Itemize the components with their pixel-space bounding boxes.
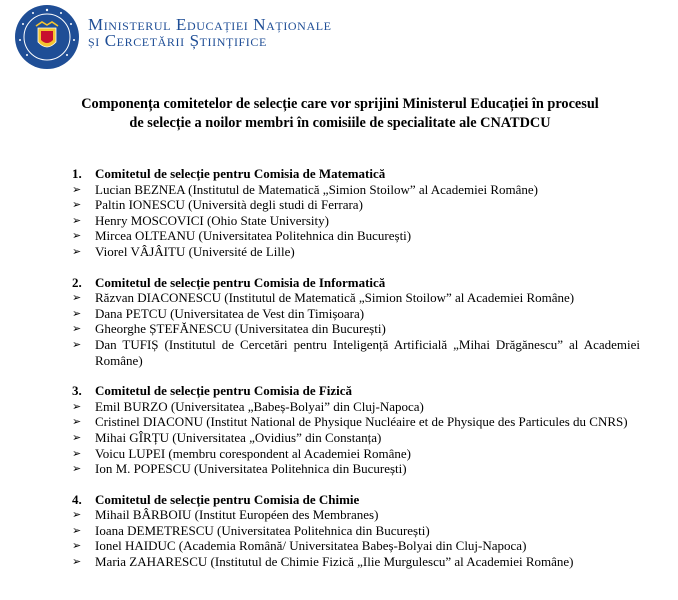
member-text: Ioana DEMETRESCU (Universitatea Politehnica din București) — [95, 522, 430, 538]
list-item — [72, 461, 640, 477]
member-text: Paltin IONESCU (Università degli studi di Ferrara) — [95, 197, 363, 213]
member-list — [72, 290, 640, 368]
list-item — [72, 399, 640, 415]
list-item — [72, 554, 640, 570]
member-text: Dan TUFIȘ (Institutul de Cercetări pentru Inteligență Artificială „Mihai Drăgănescu” al Academiei Române) — [95, 336, 640, 368]
arrow-bullet-icon: ➢ — [72, 229, 82, 243]
section-heading — [72, 275, 640, 291]
committee-section-informatics — [72, 275, 640, 369]
member-text: Cristinel DIACONU (Institut National de Physique Nucléaire et de Physique des Particules du CNRS) — [95, 414, 628, 430]
committee-section-chemistry — [72, 492, 640, 570]
arrow-bullet-icon: ➢ — [72, 539, 82, 553]
committee-section-physics — [72, 383, 640, 477]
arrow-bullet-icon: ➢ — [72, 322, 82, 336]
list-item — [72, 197, 640, 213]
list-item — [72, 337, 640, 368]
arrow-bullet-icon: ➢ — [72, 399, 82, 413]
committee-section-mathematics — [72, 166, 640, 260]
member-text: Răzvan DIACONESCU (Institutul de Matematică „Simion Stoilow” al Academiei Române) — [95, 290, 575, 306]
list-item — [72, 507, 640, 523]
ministry-name-line2: și Cercetării Științifice — [88, 31, 267, 50]
arrow-bullet-icon: ➢ — [72, 306, 82, 320]
member-text: Maria ZAHARESCU (Institutul de Chimie Fizică „Ilie Murgulescu” al Academiei Române) — [95, 554, 574, 570]
member-text: Henry MOSCOVICI (Ohio State University) — [95, 212, 329, 228]
list-item — [72, 290, 640, 306]
section-heading — [72, 492, 640, 508]
arrow-bullet-icon: ➢ — [72, 291, 82, 305]
list-item — [72, 306, 640, 322]
section-number: 1. — [72, 166, 82, 181]
member-text: Viorel VÂJÂITU (Université de Lille) — [95, 243, 295, 259]
member-list — [72, 182, 640, 260]
section-number: 3. — [72, 383, 82, 399]
member-text: Mircea OLTEANU (Universitatea Politehnica din București) — [95, 228, 412, 244]
member-text: Lucian BEZNEA (Institutul de Matematică „Simion Stoilow” al Academiei Române) — [95, 181, 538, 197]
section-title: Comitetul de selecție pentru Comisia de Informatică — [95, 274, 386, 290]
document-title — [40, 95, 640, 133]
list-item — [72, 228, 640, 244]
section-title: Comitetul de selecție pentru Comisia de Chimie — [95, 491, 360, 507]
arrow-bullet-icon: ➢ — [72, 244, 82, 258]
arrow-bullet-icon: ➢ — [72, 555, 82, 569]
arrow-bullet-icon: ➢ — [72, 198, 82, 212]
ministry-name — [88, 17, 332, 49]
list-item — [72, 213, 640, 229]
committee-list — [72, 166, 640, 585]
arrow-bullet-icon: ➢ — [72, 508, 82, 522]
arrow-bullet-icon: ➢ — [72, 415, 82, 429]
list-item — [72, 430, 640, 446]
section-number: 2. — [72, 274, 82, 290]
arrow-bullet-icon: ➢ — [72, 523, 82, 537]
section-heading — [72, 383, 640, 399]
section-number: 4. — [72, 491, 82, 507]
list-item — [72, 538, 640, 554]
list-item — [72, 321, 640, 337]
document-title-line2: de selecție a noilor membri în comisiile de specialitate ale CNATDCU — [129, 115, 551, 131]
list-item — [72, 446, 640, 462]
member-text: Voicu LUPEI (membru corespondent al Academiei Române) — [95, 445, 412, 461]
arrow-bullet-icon: ➢ — [72, 446, 82, 460]
section-heading — [72, 166, 640, 182]
document-title-line1: Componența comitetelor de selecție care vor sprijini Ministerul Educației în procesul — [81, 96, 599, 112]
member-text: Emil BURZO (Universitatea „Babeș-Bolyai” din Cluj-Napoca) — [95, 398, 424, 414]
member-text: Ionel HAIDUC (Academia Română/ Universitatea Babeș-Bolyai din Cluj-Napoca) — [95, 538, 527, 554]
list-item — [72, 523, 640, 539]
member-list — [72, 399, 640, 477]
member-text: Mihail BÂRBOIU (Institut Européen des Membranes) — [95, 507, 379, 523]
member-list — [72, 507, 640, 569]
member-text: Ion M. POPESCU (Universitatea Politehnica din București) — [95, 461, 407, 477]
list-item — [72, 244, 640, 260]
ministry-name-line1: Ministerul Educației Naționale — [88, 15, 332, 34]
letterhead — [14, 4, 332, 70]
arrow-bullet-icon: ➢ — [72, 213, 82, 227]
section-title: Comitetul de selecție pentru Comisia de Matematică — [95, 166, 386, 181]
arrow-bullet-icon: ➢ — [72, 430, 82, 444]
section-title: Comitetul de selecție pentru Comisia de Fizică — [95, 383, 353, 399]
arrow-bullet-icon: ➢ — [72, 182, 82, 196]
member-text: Mihai GÎRȚU (Universitatea „Ovidius” din Constanța) — [95, 429, 382, 445]
member-text: Gheorghe ȘTEFĂNESCU (Universitatea din București) — [95, 321, 386, 337]
romanian-government-seal-icon — [14, 4, 80, 70]
member-text: Dana PETCU (Universitatea de Vest din Timișoara) — [95, 305, 365, 321]
arrow-bullet-icon: ➢ — [72, 337, 82, 351]
arrow-bullet-icon: ➢ — [72, 462, 82, 476]
list-item — [72, 182, 640, 198]
list-item — [72, 414, 640, 430]
